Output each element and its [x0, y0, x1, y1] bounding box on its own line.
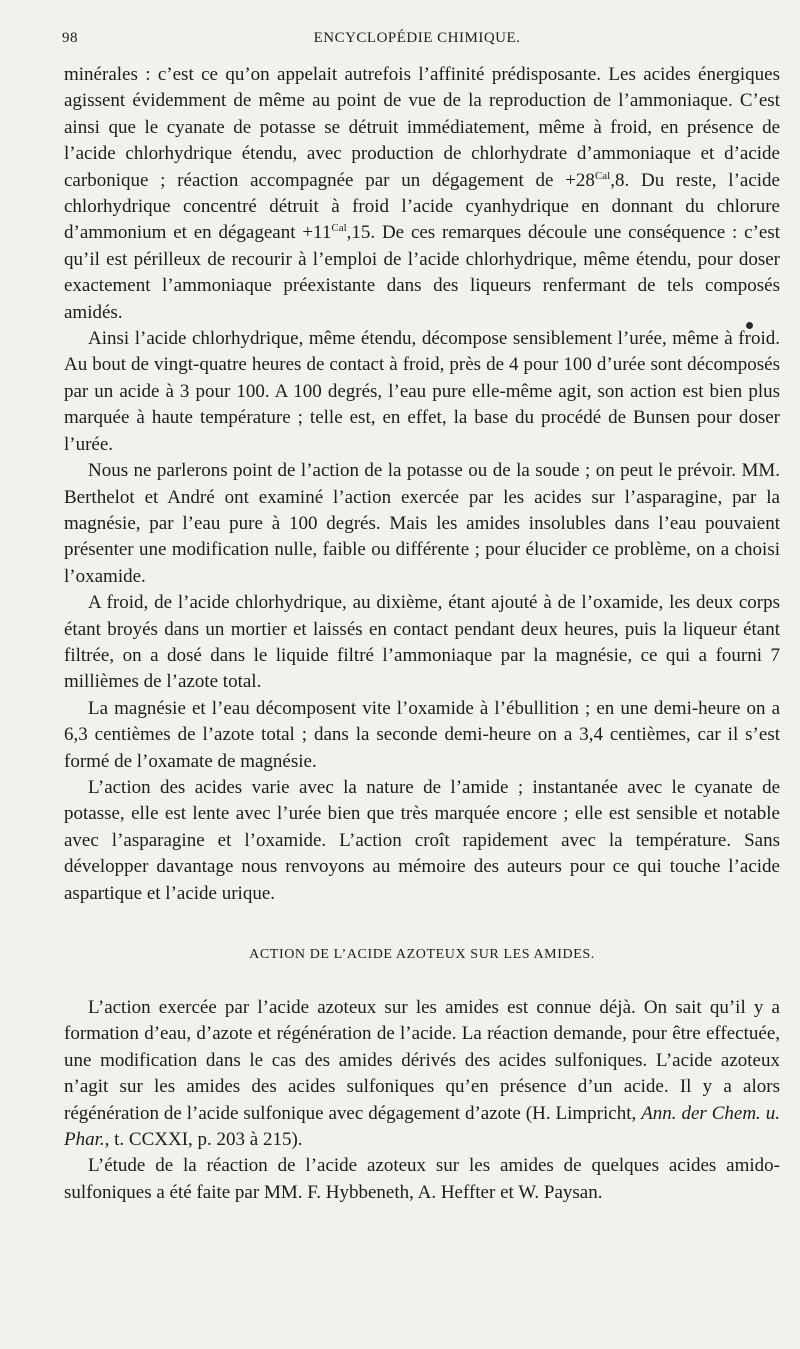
paragraph-3: Nous ne parlerons point de l’action de la potasse ou de la soude ; on peut le prévoir. MM. Berthelot et André ont examiné l’action exercée par les acides sur l’asparagine, par la magnésie, par l’eau pure à 100 degrés. Mais les amides insolubles dans l’eau pouvaient présenter une modification nulle, faible ou différente ; pour élucider ce problème, on a choisi l’oxamide. — [64, 460, 780, 587]
paragraph-4: A froid, de l’acide chlorhydrique, au dixième, étant ajouté à de l’oxamide, les deux corps étant broyés dans un mortier et laissés en contact pendant deux heures, puis la liqueur étant filtrée, on a dosé dans le liquide filtré l’ammoniaque par la magnésie, ce qui a fourni 7 millièmes de l’azote total. — [64, 592, 780, 693]
journal-citation: Ann. der Chem. u. Phar. — [64, 1102, 780, 1151]
paragraph-7: L’action exercée par l’acide azoteux sur les amides est connue déjà. On sait qu’il y a formation d’eau, d’azote et régénération de l’acide. La réaction demande, pour être effectuée, une modification dans le cas des amides dérivés des acides sulfoniques. L’acide azoteux n’agit sur les amides des acides sulfoniques qu’en présence d’un acide. Il y a alors régénération de l’acide sulfonique avec dégagement d’azote (H. Limpricht, Ann. der Chem. u. Phar., t. CCXXI, p. 203 à 215). — [64, 997, 780, 1151]
running-title: ENCYCLOPÉDIE CHIMIQUE. — [313, 30, 521, 46]
section-heading: ACTION DE L’ACIDE AZOTEUX SUR LES AMIDES. — [249, 947, 595, 962]
page-body — [64, 62, 780, 1206]
paragraph-8: L’étude de la réaction de l’acide azoteux sur les amides de quelques acides amido-sulfoniques a été faite par MM. F. Hybbeneth, A. Heffter et W. Paysan. — [64, 1155, 780, 1203]
paragraph-1: minérales : c’est ce qu’on appelait autrefois l’affinité prédisposante. Les acides énergiques agissent évidemment de même au point de vue de la reproduction de l’ammoniaque. C’est ainsi que le cyanate de potasse se détruit immédiatement, même à froid, en présence de l’acide chlorhydrique étendu, avec production de chlorhydrate d’ammoniaque et d’acide carbonique ; réaction accompagnée par un dégagement de $+28^{Cal},8$. Du reste, l’acide chlorhydrique concentré détruit à froid l’acide cyanhydrique en donnant du chlorure d’ammonium et en dégageant $+11^{Cal},15$. De ces remarques découle une conséquence : c’est qu’il est périlleux de recourir à l’emploi de l’acide chlorhydrique, même étendu, pour doser exactement l’ammoniaque préexistante dans des liqueurs renfermant de tels composés amidés. — [64, 64, 781, 323]
paragraph-6: L’action des acides varie avec la nature de l’amide ; instantanée avec le cyanate de potasse, elle est lente avec l’urée bien que très marquée encore ; elle est sensible et notable avec l’asparagine et l’oxamide. L’action croît rapidement avec la température. Sans développer davantage nous renvoyons au mémoire des auteurs pour ce qui touche l’acide aspartique et l’acide urique. — [64, 776, 780, 904]
running-header — [62, 30, 772, 56]
page-number: 98 — [62, 30, 78, 46]
paragraph-2: Ainsi l’acide chlorhydrique, même étendu, décompose sensiblement l’urée, même à froid. Au bout de vingt-quatre heures de contact à froid, près de 4 pour 100 d’urée sont décomposés par un acide à 3 pour 100. A 100 degrés, l’eau pure elle-même agit, son action est bien plus marquée à haute température ; telle est, en effet, la base du procédé de Bunsen pour doser l’urée. — [64, 328, 780, 455]
paragraph-5: La magnésie et l’eau décomposent vite l’oxamide à l’ébullition ; en une demi-heure on a 6,3 centièmes de l’azote total ; dans la seconde demi-heure on a 3,4 centièmes, car il s’est formé de l’oxamate de magnésie. — [64, 697, 780, 772]
